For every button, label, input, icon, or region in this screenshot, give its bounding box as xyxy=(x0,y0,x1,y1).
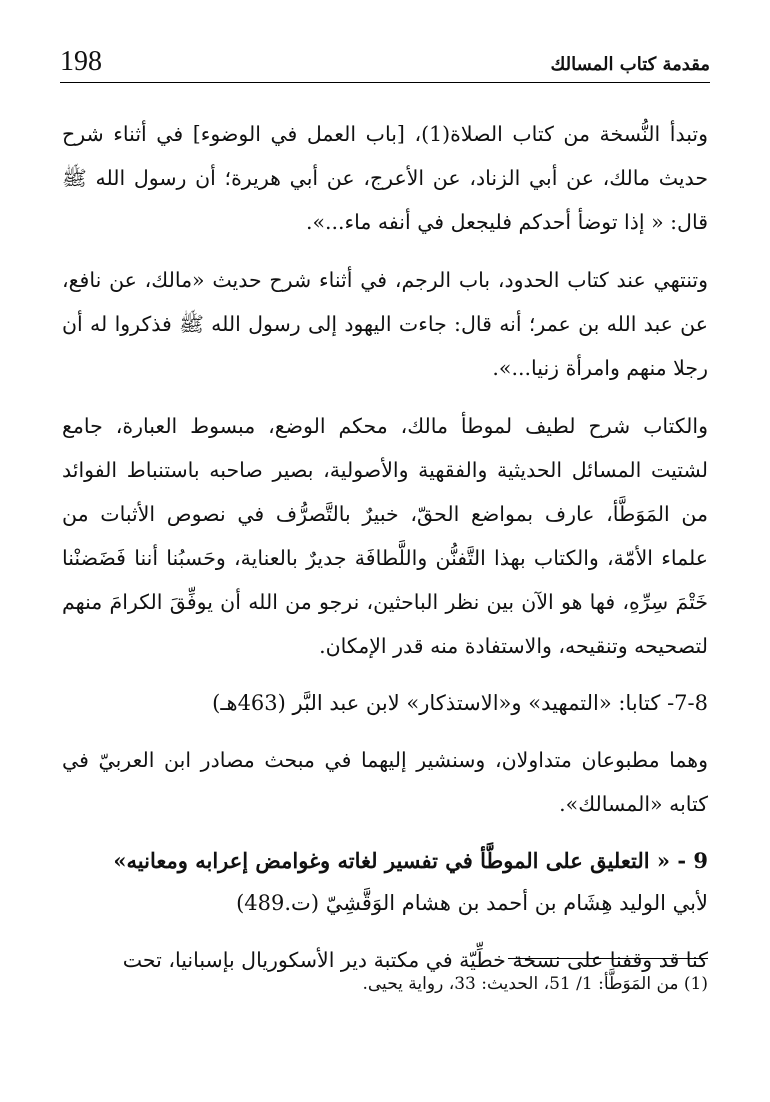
page-header xyxy=(60,38,710,83)
page-body xyxy=(62,112,708,996)
running-title: مقدمة كتاب المسالك xyxy=(550,54,710,75)
section-7-8-text: وهما مطبوعان متداولان، وسنشير إليهما في مبحث مصادر ابن العربيّ في كتابه «المسالك». xyxy=(62,748,708,816)
paragraph-2: وتنتهي عند كتاب الحدود، باب الرجم، في أثناء شرح حديث «مالك، عن نافع، عن عبد الله بن عمر؛ أنه قال: جاءت اليهود إلى رسول الله ﷺ فذكروا له أن رجلا منهم وامرأة زنيا...». xyxy=(62,268,708,380)
footnote-separator xyxy=(508,958,708,959)
section-9-author: لأبي الوليد هِشَام بن أحمد بن هشام الوَقَّشِيّ (ت.489) xyxy=(236,891,708,915)
page-number: 198 xyxy=(60,46,102,77)
footnote: (1) من المَوَطَّأ: 1/ 51، الحديث: 33، رواية يحيى. xyxy=(362,974,708,994)
section-heading-7-8: 7-8- كتابا: «التمهيد» و«الاستذكار» لابن عبد البَّر (463هـ) xyxy=(212,691,708,715)
section-heading-9: 9 - « التعليق على الموطَّأ في تفسير لغاته وغوامض إعرابه ومعانيه» xyxy=(113,848,708,873)
paragraph-3: والكتاب شرح لطيف لموطأ مالك، محكم الوضع، مبسوط العبارة، جامع لشتيت المسائل الحديثية والفقهية والأصولية، بصير صاحبه باستنباط الفوائد من المَوَطَّأ، عارف بمواضع الحقّ، خبيرٌ بالتَّصرُّف في نصوص الأثبات من علماء الأمّة، والكتاب بهذا التَّفنُّن واللَّطافَة جديرٌ بالعناية، وحَسبُنا أننا فَضَضنْنا خَتْمَ سِرِّهِ، فها هو الآن بين نظر الباحثين، نرجو من الله أن يوفِّقَ الكرامَ منهم لتصحيحه وتنقيحه، والاستفادة منه قدر الإمكان. xyxy=(62,414,708,658)
section-9-text: كنا قد وقفنا على نسخة خطِّيّة في مكتبة دير الأسكوريال بإسبانيا، تحت xyxy=(122,948,708,972)
paragraph-1: وتبدأ النُّسخة من كتاب الصلاة(1)، [باب العمل في الوضوء] في أثناء شرح حديث مالك، عن أبي الزناد، عن الأعرج، عن أبي هريرة؛ أن رسول الله ﷺ قال: « إذا توضأ أحدكم فليجعل في أنفه ماء...». xyxy=(62,122,708,234)
